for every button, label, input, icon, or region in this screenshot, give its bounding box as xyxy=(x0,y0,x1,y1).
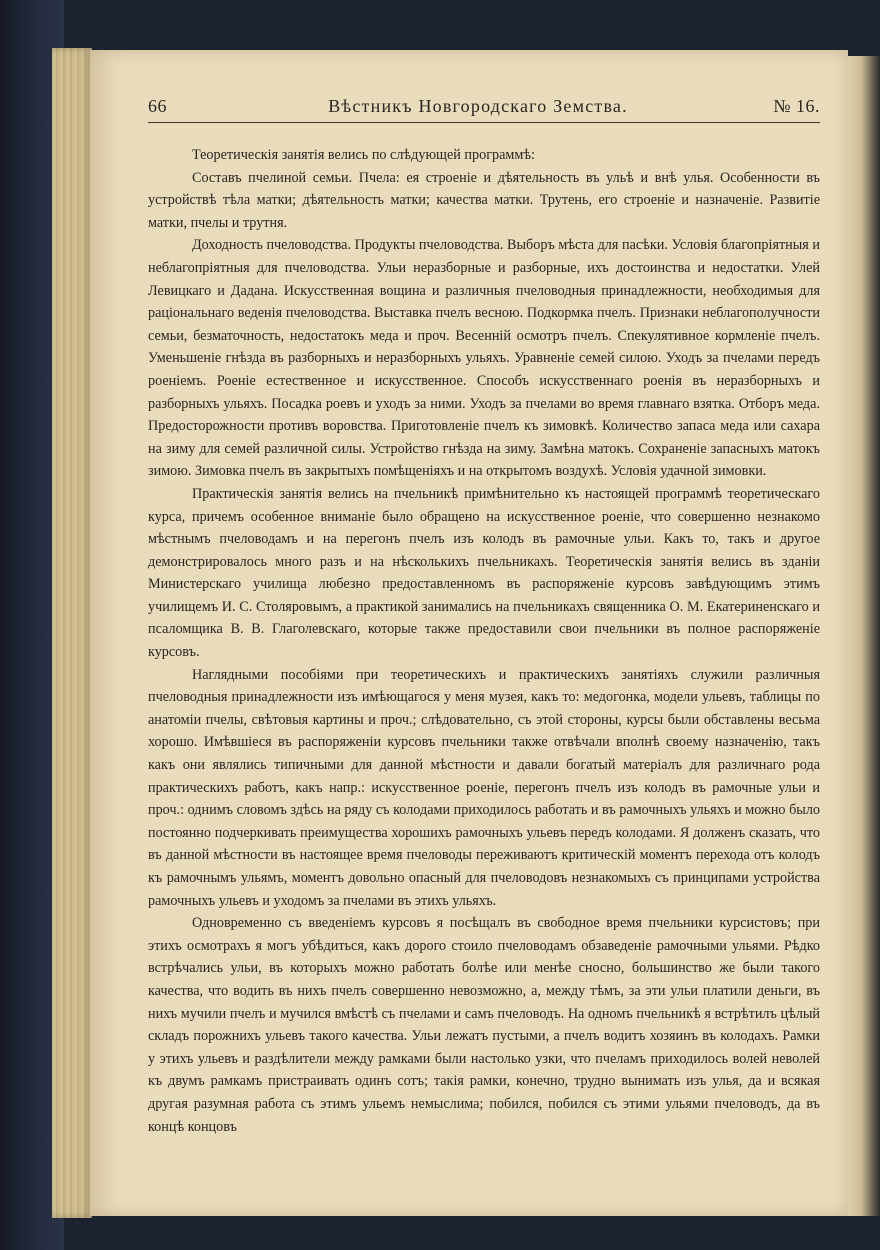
journal-title: Вѣстникъ Новгородскаго Земства. xyxy=(328,96,628,116)
issue-number: № 16. xyxy=(773,96,820,116)
article-body xyxy=(148,144,820,1138)
paragraph-beekeeping-topics: Доходность пчеловодства. Продукты пчеловодства. Выборъ мѣста для пасѣки. Условія благопріятныя и неблагопріятныя для пчеловодства. Ульи неразборные и разборные, ихъ достоинства и недостатки. Улей Левицкаго и Дадана. Искусственная вощина и различныя пчеловодныя принадлежности, необходимыя для раціональнаго веденія пчеловодства. Выставка пчелъ весною. Подкормка пчелъ. Признаки неблагополучности семьи, безматочность, недостатокъ меда и проч. Весенній осмотръ пчелъ. Спекулятивное кормленіе пчелъ. Уменьшеніе гнѣзда въ разборныхъ и неразборныхъ ульяхъ. Уравненіе семей силою. Уходъ за пчелами передъ роеніемъ. Роеніе естественное и искусственное. Способъ искусственнаго роенія въ неразборныхъ и разборныхъ ульяхъ. Посадка роевъ и уходъ за ними. Уходъ за пчелами во время главнаго взятка. Отборъ меда. Предосторожности противъ воровства. Приготовленіе пчелъ къ зимовкѣ. Количество запаса меда или сахара на зиму для семей различной силы. Устройство гнѣзда на зиму. Замѣна матокъ. Сохраненіе запасныхъ матокъ зимою. Зимовка пчелъ въ закрытыхъ помѣщеніяхъ и на открытомъ воздухѣ. Условія удачной зимовки. xyxy=(148,237,820,480)
facing-page-edge xyxy=(848,56,880,1216)
page-stack-edge xyxy=(52,48,92,1218)
scanned-page xyxy=(90,50,848,1216)
page-number: 66 xyxy=(148,96,167,116)
paragraph-program-intro: Теоретическія занятія велись по слѣдующей программѣ: xyxy=(192,147,536,163)
paragraph-practical-lessons: Практическія занятія велись на пчельникѣ примѣнительно къ настоящей программѣ теоретическаго курса, причемъ особенное вниманіе было обращено на искусственное роеніе, что совершенно незнакомо мѣстнымъ пчеловодамъ и на перегонъ пчелъ изъ колодъ въ рамочные ульи. Какъ то, такъ и другое демонстрировалось много разъ и на нѣсколькихъ пчельникахъ. Теоретическія занятія велись въ зданіи Министерскаго училища любезно предоставленномъ въ распоряженіе курсовъ завѣдующимъ этимъ училищемъ И. С. Столяровымъ, а практикой занимались на пчельникахъ священника О. М. Екатериненскаго и псаломщика В. В. Глаголевскаго, которые также предоставили свои пчельники въ полное распоряженіе курсовъ. xyxy=(148,485,820,661)
paragraph-bee-family: Составъ пчелиной семьи. Пчела: ея строеніе и дѣятельность въ ульѣ и внѣ улья. Особенности въ устройствѣ тѣла матки; дѣятельность матки; качества матки. Трутень, его строеніе и назначеніе. Развитіе матки, пчелы и трутня. xyxy=(148,169,820,231)
header-rule xyxy=(148,122,820,123)
running-header xyxy=(148,96,820,122)
paragraph-visual-aids: Наглядными пособіями при теоретическихъ и практическихъ занятіяхъ служили различныя пчеловодныя принадлежности изъ имѣющагося у меня музея, какъ то: медогонка, модели ульевъ, таблицы по анатоміи пчелы, свѣтовыя картины и проч.; слѣдовательно, съ этой стороны, курсы были обставлены весьма хорошо. Имѣвшіеся въ распоряженіи курсовъ пчельники также отвѣчали вполнѣ своему назначенію, такъ какъ они являлись типичными для данной мѣстности и давали богатый матеріалъ для различнаго рода практическихъ работъ, какъ напр.: искусственное роеніе, перегонъ пчелъ изъ колодъ въ рамочные ульи и проч.: однимъ словомъ здѣсь на ряду съ колодами приходилось работать и въ рамочныхъ ульяхъ и можно было постоянно подчеркивать преимущества хорошихъ рамочныхъ ульевъ передъ колодами. Я долженъ сказать, что въ данной мѣстности въ настоящее время пчеловоды переживаютъ критическій моментъ перехода отъ колодъ къ рамочнымъ ульямъ, моментъ довольно опасный для пчеловодовъ незнакомыхъ съ принципами устройства рамочныхъ ульевъ и уходомъ за пчелами въ этихъ ульяхъ. xyxy=(148,666,820,909)
paragraph-apiary-visits: Одновременно съ введеніемъ курсовъ я посѣщалъ въ свободное время пчельники курсистовъ; при этихъ осмотрахъ я могъ убѣдиться, какъ дорого стоило пчеловодамъ обзаведеніе рамочными ульями. Рѣдко встрѣчались ульи, въ которыхъ можно работать болѣе или менѣе сносно, большинство же были такого качества, что водить въ нихъ пчелъ совершенно невозможно, а, между тѣмъ, за эти ульи платили деньги, въ нихъ мучили пчелъ и мучился вмѣстѣ съ пчелами и самъ пчеловодъ. На одномъ пчельникѣ я встрѣтилъ цѣлый складъ порожнихъ ульевъ такого качества. Ульи лежатъ пустыми, а пчелъ водитъ хозяинъ въ колодахъ. Рамки у этихъ ульевъ и раздѣлители между рамками были настолько узки, что пчеламъ приходилось волей неволей къ двумъ рамкамъ пристраивать одинъ сотъ; такія рамки, конечно, трудно вынимать изъ улья, да и всякая другая разумная работа съ этимъ ульемъ немыслима; побился, побился съ этими ульями пчеловодъ, да въ концѣ концовъ xyxy=(148,915,820,1135)
